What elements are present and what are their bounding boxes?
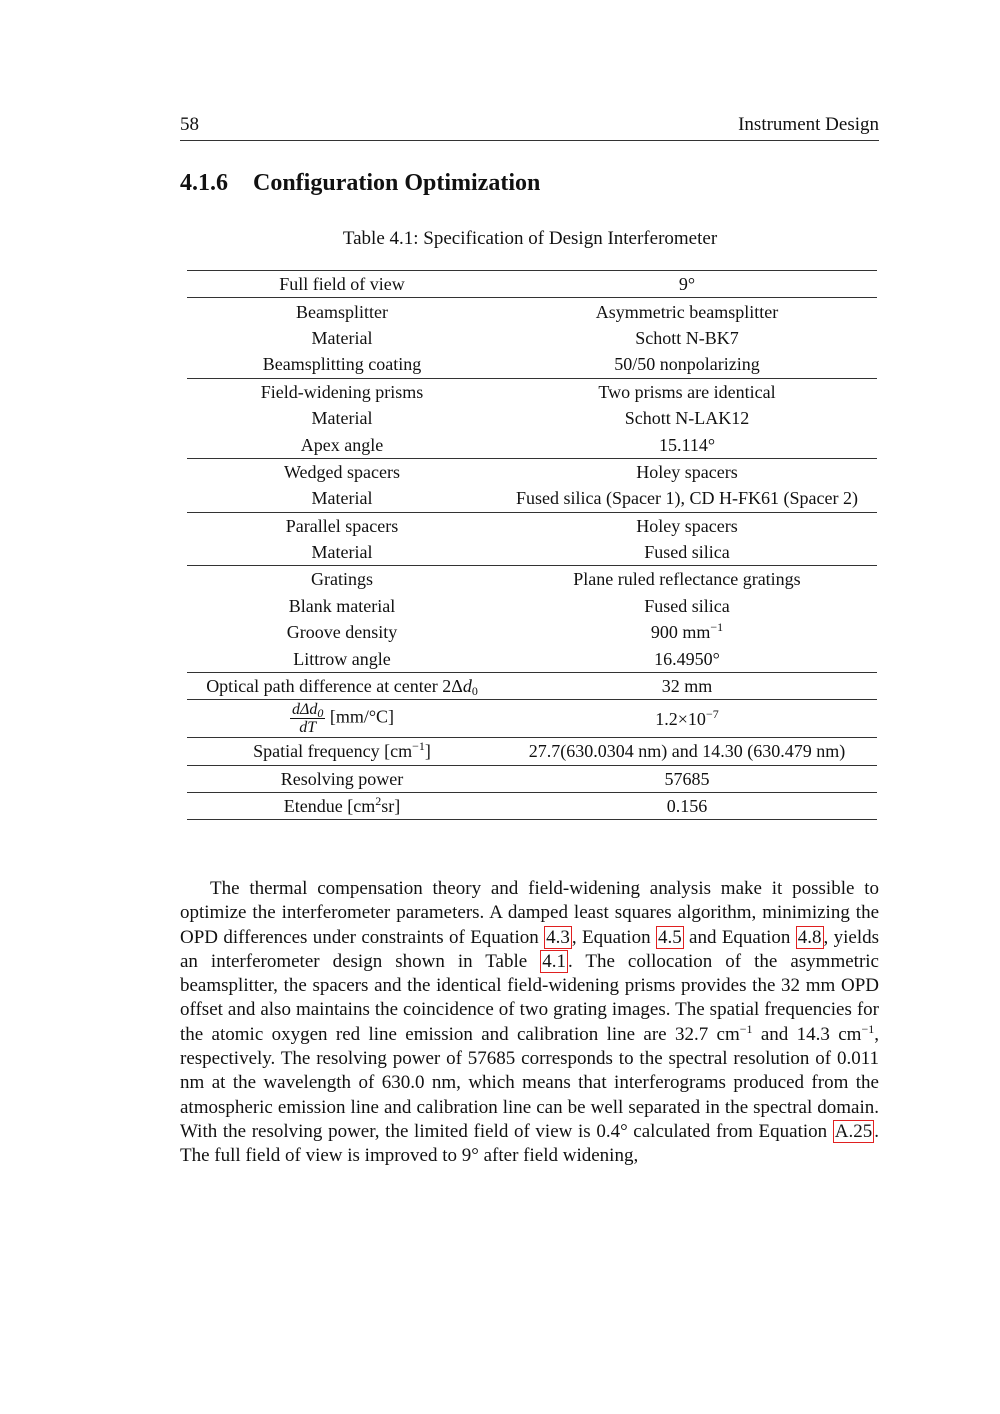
- paragraph-text: and Equation: [683, 926, 796, 948]
- value-cell: Asymmetric beamsplitter: [497, 298, 877, 325]
- numerator-subscript: 0: [317, 706, 324, 721]
- param-exponent: −1: [412, 739, 425, 754]
- value-cell: Holey spacers: [497, 458, 877, 485]
- param-text: Spatial frequency [cm: [253, 741, 413, 762]
- value-cell: Plane ruled reflectance gratings: [497, 566, 877, 593]
- param-unit: [mm/°C]: [329, 706, 395, 727]
- equation-ref-link[interactable]: 4.8: [797, 926, 822, 948]
- value-exponent: −7: [705, 706, 719, 721]
- param-cell: Parallel spacers: [187, 512, 497, 539]
- section-number: 4.1.6: [180, 170, 228, 196]
- param-cell: Material: [311, 327, 373, 348]
- param-text: Etendue [cm: [283, 796, 376, 817]
- table-row: [187, 512, 877, 539]
- value-cell: [497, 700, 877, 738]
- param-cell: [187, 700, 497, 738]
- numerator-text: dΔd: [291, 701, 318, 719]
- value-text: 900 mm: [650, 622, 711, 643]
- param-cell: Beamsplitting coating: [262, 354, 422, 375]
- running-title: Instrument Design: [738, 114, 879, 135]
- param-cell: Gratings: [187, 566, 497, 593]
- paragraph-text: , yields an interferometer design shown in Table: [180, 926, 879, 972]
- table-caption: Table 4.1: Specification of Design Interferometer: [342, 228, 718, 249]
- table-row: [187, 765, 877, 792]
- value-cell: Schott N-BK7: [635, 327, 739, 348]
- value-cell: 50/50 nonpolarizing: [614, 354, 760, 375]
- table-row: [187, 619, 877, 645]
- value-cell: 16.4950°: [654, 648, 720, 669]
- param-variable: d: [462, 676, 472, 697]
- value-cell: Fused silica: [644, 595, 730, 616]
- param-tail: ]: [424, 741, 431, 762]
- table-row: [187, 431, 877, 458]
- value-cell: Schott N-LAK12: [624, 408, 750, 429]
- param-exponent: 2: [375, 794, 382, 809]
- table-row: [187, 351, 877, 378]
- page-header: [180, 114, 879, 141]
- param-cell: Apex angle: [300, 434, 384, 455]
- table-row: [187, 539, 877, 566]
- param-cell: Material: [311, 408, 373, 429]
- exponent: −1: [739, 1021, 753, 1036]
- fraction-denominator: dT: [299, 719, 317, 737]
- paragraph-text: , Equation: [571, 926, 656, 948]
- param-cell: Beamsplitter: [187, 298, 497, 325]
- table-row: [187, 738, 877, 765]
- equation-ref-link[interactable]: 4.5: [657, 926, 682, 948]
- table-row: [187, 672, 877, 699]
- param-cell: Groove density: [286, 622, 398, 643]
- table-row: [187, 271, 877, 298]
- value-cell: Fused silica: [644, 542, 730, 563]
- value-text: 1.2×10: [655, 708, 706, 729]
- value-cell: 15.114°: [658, 434, 716, 455]
- param-cell: [187, 738, 497, 765]
- param-cell: Wedged spacers: [187, 458, 497, 485]
- equation-ref-link[interactable]: A.25: [834, 1120, 873, 1142]
- table-ref-link[interactable]: 4.1: [542, 950, 566, 972]
- body-paragraph: [180, 877, 879, 1169]
- section-title: Configuration Optimization: [253, 170, 541, 196]
- param-cell: Full field of view: [187, 271, 497, 298]
- table-row: [187, 593, 877, 619]
- section-heading: [180, 170, 540, 197]
- value-cell: 9°: [497, 271, 877, 298]
- fraction-numerator: [290, 701, 325, 719]
- paragraph-text: . The collocation of the asymmetric beamsplitter, the spacers and the identical field-widening prisms provides the 32 mm OPD offset and also maintains the coincidence of two grating images. The spatial frequencies for the atomic oxygen red line emission and calibration line are 32.7 cm: [180, 950, 879, 1045]
- table-row: [187, 458, 877, 485]
- table-row: [187, 793, 877, 820]
- table-row: [187, 405, 877, 431]
- value-cell: 57685: [497, 765, 877, 792]
- param-cell: Blank material: [288, 595, 396, 616]
- table-row: [187, 378, 877, 405]
- paragraph-text: , respectively. The resolving power of 57685 corresponds to the spectral resolution of 0.011 nm at the wavelength of 630.0 nm, which means that interferograms produced from the atmospheric emission line and calibration line can be well separated in the spectral domain. With the resolving power, the limited field of view is 0.4° calculated from Equation: [180, 1023, 879, 1142]
- value-cell: 27.7(630.0304 nm) and 14.30 (630.479 nm): [497, 738, 877, 765]
- derivative-fraction: [290, 701, 325, 736]
- param-cell: Material: [311, 542, 373, 563]
- param-cell: [187, 672, 497, 699]
- param-subscript: 0: [471, 684, 478, 699]
- param-cell: Material: [311, 488, 373, 509]
- table-row: [187, 485, 877, 512]
- table-row: [187, 700, 877, 738]
- value-cell: Fused silica (Spacer 1), CD H-FK61 (Spacer 2): [516, 488, 858, 509]
- table-row: [187, 645, 877, 672]
- value-exponent: −1: [710, 620, 724, 635]
- param-text: Optical path difference at center 2Δ: [206, 676, 463, 697]
- value-cell: Two prisms are identical: [497, 378, 877, 405]
- exponent: −1: [861, 1021, 875, 1036]
- param-tail: sr]: [381, 796, 401, 817]
- value-cell: 32 mm: [497, 672, 877, 699]
- value-cell: 0.156: [497, 793, 877, 820]
- param-cell: Littrow angle: [293, 648, 391, 669]
- paragraph-text: . The full field of view is improved to 9° after field widening,: [180, 1120, 879, 1167]
- value-cell: [497, 619, 877, 645]
- table-row: [187, 298, 877, 325]
- param-cell: Resolving power: [187, 765, 497, 792]
- paragraph-text: The thermal compensation theory and field-widening analysis make it possible to optimize the interferometer parameters. A damped least squares algorithm, minimizing the OPD differences under constraints of Equation: [180, 878, 879, 948]
- table-row: [187, 566, 877, 593]
- specification-table: [187, 270, 877, 820]
- value-cell: Holey spacers: [497, 512, 877, 539]
- equation-ref-link[interactable]: 4.3: [546, 926, 570, 948]
- param-cell: [187, 793, 497, 820]
- page-number: 58: [180, 114, 199, 135]
- table-row: [187, 325, 877, 351]
- paragraph-text: and 14.3 cm: [752, 1023, 862, 1045]
- param-cell: Field-widening prisms: [187, 378, 497, 405]
